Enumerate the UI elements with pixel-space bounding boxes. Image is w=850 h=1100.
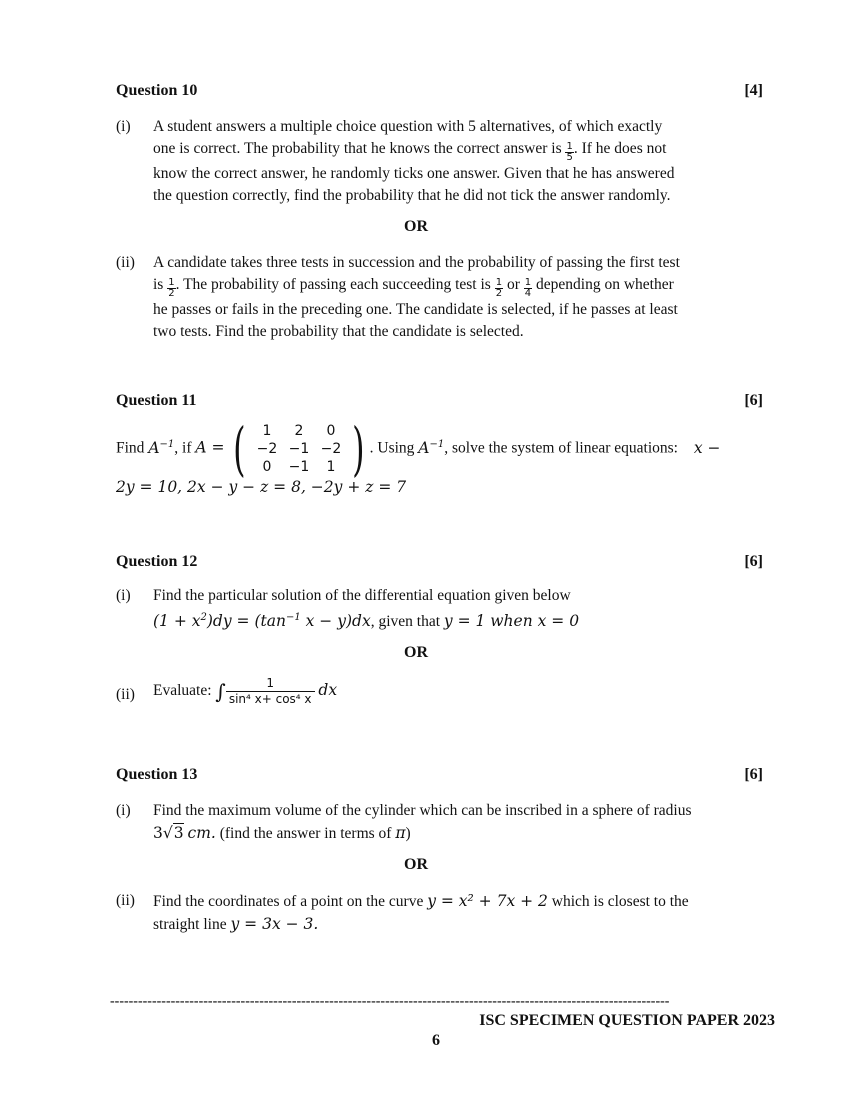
q13-part-i-number: (i): [116, 802, 131, 819]
q11-eq-tail: x −: [693, 438, 721, 457]
q13-radius-unit: cm.: [187, 824, 216, 842]
matrix-grid: [251, 422, 347, 476]
q12-ii-frac-num: 1: [226, 676, 315, 692]
q13-ii-line2a: straight line: [153, 916, 227, 933]
q10-ii-or-word: or: [506, 276, 520, 293]
q10-i-line4: the question correctly, find the probability that he did not tick the answer randomly.: [153, 187, 671, 204]
q12-i-equation: [153, 612, 371, 630]
matrix-cell: 2: [294, 423, 304, 439]
q13-part-ii-number: (ii): [116, 892, 135, 909]
question-11-title: Question 11: [116, 392, 197, 409]
matrix-cell: −1: [288, 459, 310, 475]
matrix-cell: 1: [262, 423, 272, 439]
q10-ii-f3-den: 4: [524, 288, 532, 299]
q10-ii-fraction2: [495, 278, 503, 299]
matrix-right-paren: ): [352, 415, 365, 483]
q10-ii-f2-num: 1: [495, 277, 503, 288]
matrix-cell: 0: [262, 459, 272, 475]
q12-eq-a: (1 + x: [153, 612, 201, 631]
matrix-cell: 0: [326, 423, 336, 439]
question-13-marks: [6]: [744, 766, 763, 783]
q12-ii-dx: dx: [318, 681, 338, 700]
question-13-title: Question 13: [116, 766, 198, 783]
q12-or: OR: [404, 644, 428, 661]
q13-or: OR: [404, 856, 428, 873]
q10-ii-line2d: depending on whether: [536, 276, 674, 293]
question-12-title: Question 12: [116, 553, 198, 570]
q11-find: Find: [116, 439, 145, 457]
q12-ii-frac-den: sin⁴ x+ cos⁴ x: [228, 692, 312, 706]
q10-ii-line2b: . The probability of passing each succeeding test is: [175, 276, 491, 293]
q12-part-i-text: [153, 585, 719, 633]
q13-radius: 3√3: [153, 824, 184, 842]
q11-ainv-sup: −1: [159, 438, 175, 450]
q10-ii-f2-den: 2: [495, 288, 503, 299]
q10-i-line2a: one is correct. The probability that he knows the correct answer is: [153, 140, 562, 157]
q10-ii-fraction1: [167, 278, 175, 299]
q12-part-i-number: (i): [116, 587, 131, 604]
integral-sign-icon: ∫: [215, 679, 226, 704]
q10-part-i-text: [153, 116, 719, 207]
q10-i-frac-num: 1: [566, 141, 573, 152]
question-10-marks: [4]: [744, 82, 763, 99]
q11-ainv: [148, 439, 174, 457]
q10-ii-line4: two tests. Find the probability that the candidate is selected.: [153, 323, 524, 340]
q11-equations: 2y = 10, 2x − y − z = 8, −2y + z = 7: [116, 478, 407, 496]
q13-ii-line1a: Find the coordinates of a point on the curve: [153, 893, 424, 910]
q10-ii-f1-den: 2: [168, 288, 175, 299]
q12-ii-evaluate: Evaluate:: [153, 682, 212, 700]
q10-ii-f1-num: 1: [168, 277, 175, 288]
q10-i-line3: know the correct answer, he randomly ticks one answer. Given that he has answered: [153, 165, 675, 182]
q13-i-close: ): [405, 825, 411, 842]
q13-ii-curve: y = x² + 7x + 2: [427, 892, 548, 910]
q11-text: [116, 415, 721, 483]
q13-ii-line1b: which is closest to the: [551, 893, 689, 910]
q12-eq-sup: 2: [200, 612, 207, 623]
q10-i-line1: A student answers a multiple choice question with 5 alternatives, of which exactly: [153, 118, 663, 135]
q13-i-pi: π: [395, 824, 406, 842]
q11-ainv2-sup: −1: [429, 438, 445, 450]
q10-ii-line1: A candidate takes three tests in succession and the probability of passing the first test: [153, 254, 680, 271]
q12-i-line1: Find the particular solution of the differential equation given below: [153, 587, 571, 604]
footer-title: ISC SPECIMEN QUESTION PAPER 2023: [479, 1012, 775, 1029]
q10-ii-line3: he passes or fails in the preceding one. The candidate is selected, if he passes at least: [153, 301, 678, 318]
q13-part-i-text: [153, 800, 719, 845]
q12-eq-c: x − y)dx: [305, 612, 371, 631]
q10-ii-line2a: is: [153, 276, 164, 293]
q12-part-ii-text: [153, 676, 337, 707]
footer-divider: ------------------------------------------------------------------------------------------------------------------------: [110, 994, 670, 1009]
q10-part-ii-text: [153, 252, 719, 343]
q12-i-given: , given that: [370, 613, 441, 631]
q11-solve: , solve the system of linear equations:: [444, 439, 678, 457]
matrix-cell: 1: [326, 459, 336, 475]
question-10-title: Question 10: [116, 82, 198, 99]
q10-part-ii-number: (ii): [116, 254, 135, 271]
q11-using: . Using: [369, 439, 415, 457]
matrix-cell: −1: [288, 441, 310, 457]
q11-if: , if: [174, 439, 192, 457]
question-12-marks: [6]: [744, 553, 763, 570]
q10-i-frac-den: 5: [566, 152, 573, 163]
q10-or: OR: [404, 218, 428, 235]
q10-part-i-number: (i): [116, 118, 131, 135]
q11-ainv-a: A: [148, 438, 160, 457]
page-number: 6: [432, 1032, 440, 1049]
q11-ainv2-a: A: [418, 438, 430, 457]
q13-radius-radicand: 3: [173, 824, 184, 842]
q10-i-line2b: . If he does not: [573, 140, 667, 157]
q13-part-ii-text: [153, 890, 719, 936]
q11-ainv-2: [418, 439, 444, 457]
q11-a-equals: A =: [195, 438, 225, 457]
q10-ii-f3-num: 1: [524, 277, 532, 288]
q11-matrix: [228, 415, 369, 483]
q10-i-fraction: [565, 142, 573, 163]
q12-eq-sup2: −1: [285, 612, 301, 623]
q13-radius-coef: 3: [153, 824, 163, 842]
q13-i-note: (find the answer in terms of: [219, 825, 392, 842]
matrix-cell: −2: [320, 441, 342, 457]
q12-part-ii-number: (ii): [116, 686, 135, 703]
q12-i-condition: y = 1 when x = 0: [443, 612, 580, 631]
q10-ii-fraction3: [524, 278, 532, 299]
q13-i-line1: Find the maximum volume of the cylinder which can be inscribed in a sphere of radius: [153, 802, 692, 819]
q12-ii-fraction: [226, 676, 315, 707]
matrix-left-paren: (: [233, 415, 246, 483]
matrix-cell: −2: [256, 441, 278, 457]
q13-ii-line-eq: y = 3x − 3.: [230, 915, 319, 933]
question-11-marks: [6]: [744, 392, 763, 409]
q12-eq-b: )dy = (tan: [206, 612, 286, 631]
